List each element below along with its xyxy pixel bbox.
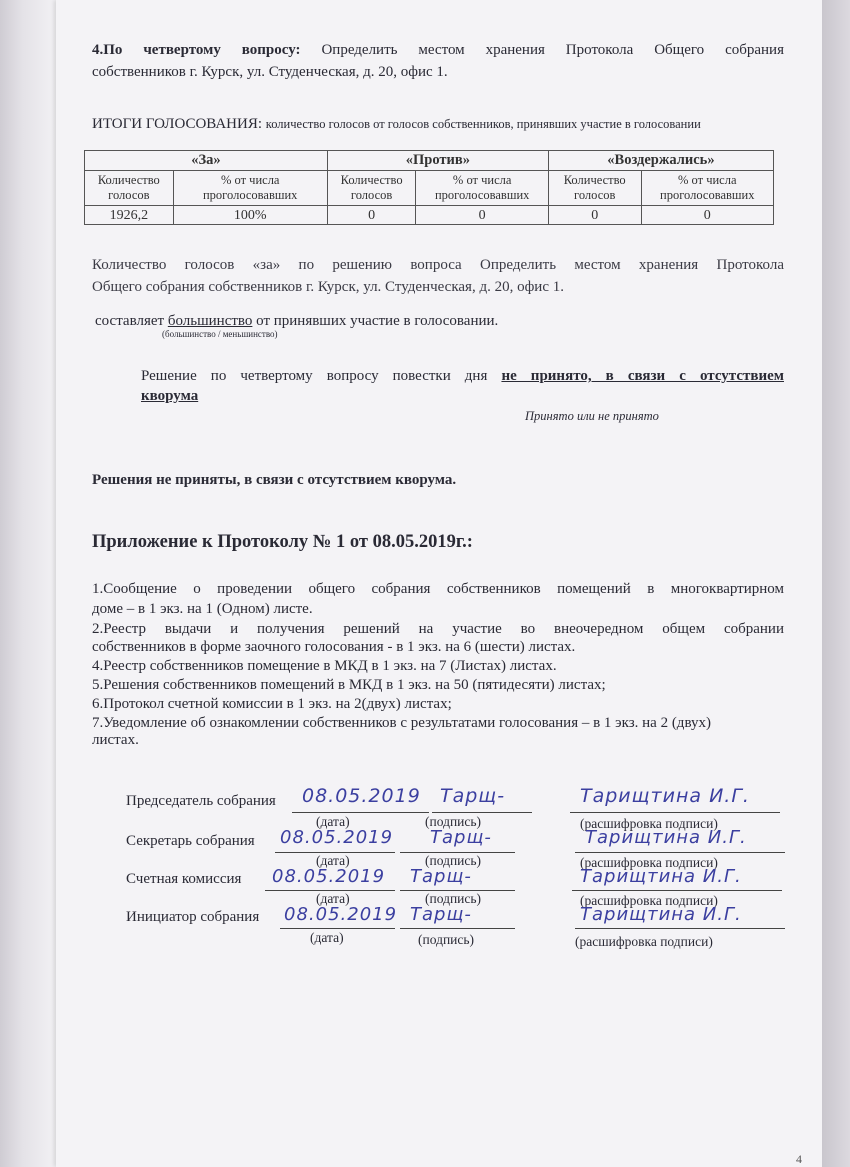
cap-date-2: (дата) <box>316 853 350 868</box>
decision-hint: Принято или не принято <box>525 409 659 423</box>
cap-date-3: (дата) <box>316 891 350 906</box>
cap-sign-2: (подпись) <box>425 853 482 868</box>
sign-initiator: Тарщ- <box>410 904 472 925</box>
results-label: ИТОГИ ГОЛОСОВАНИЯ: <box>92 116 263 132</box>
page-number: 4 <box>796 1152 802 1166</box>
za-percent-header: % от числа проголосовавших <box>173 171 327 206</box>
group-za: «За» <box>85 151 328 171</box>
decision-result: не принято, в связи с отсутствием <box>501 368 784 384</box>
sign-chairman: Тарщ- <box>440 785 506 807</box>
appendix-item-6: 6.Протокол счетной комиссии в 1 экз. на 2(двух) листах; <box>92 696 452 712</box>
appendix-item-1: 1.Сообщение о проведении общего собрания собственников помещений в многоквартирном <box>92 581 784 597</box>
cap-name-4: (расшифровка подписи) <box>575 934 713 949</box>
group-vozd: «Воздержались» <box>548 151 773 171</box>
majority-suffix: от принявших участие в голосовании. <box>256 313 499 329</box>
role-chairman: Председатель собрания <box>126 793 276 809</box>
binding-edge <box>0 0 56 1167</box>
appendix-item-7: 7.Уведомление об ознакомлении собственников с результатами голосования – в 1 экз. на 2 (двух) <box>92 715 712 731</box>
section4-line1 <box>92 39 784 61</box>
majority-line <box>95 310 498 332</box>
cap-sign-1: (подпись) <box>425 814 482 829</box>
cap-date-1: (дата) <box>316 814 350 829</box>
appendix-item-7-cont: листах. <box>92 732 139 748</box>
role-secretary: Секретарь собрания <box>126 833 255 849</box>
cap-name-2: (расшифровка подписи) <box>580 855 718 870</box>
cap-name-3: (расшифровка подписи) <box>580 893 718 908</box>
appendix-item-4: 4.Реестр собственников помещение в МКД в 1 экз. на 7 (Листах) листах. <box>92 658 557 674</box>
results-description: количество голосов от голосов собственников, принявших участие в голосовании <box>265 117 701 131</box>
date-commission: 08.05.2019 <box>272 866 386 887</box>
majority-prefix: составляет <box>95 313 165 329</box>
results-table <box>84 150 774 225</box>
page-edge <box>822 0 850 1167</box>
appendix-title: Приложение к Протоколу № 1 от 08.05.2019г.: <box>92 532 473 552</box>
sign-commission: Тарщ- <box>410 866 472 887</box>
section4-line2: собственников г. Курск, ул. Студенческая, д. 20, офис 1. <box>92 64 448 80</box>
protiv-percent-header: % от числа проголосовавших <box>416 171 548 206</box>
za-count-value: 1926,2 <box>85 206 174 225</box>
cap-sign-4: (подпись) <box>418 932 475 947</box>
summary-line1: Количество голосов «за» по решению вопроса Определить местом хранения Протокола <box>92 257 784 273</box>
role-commission: Счетная комиссия <box>126 871 242 887</box>
cap-date-4: (дата) <box>310 930 344 945</box>
appendix-item-2-cont: собственников в форме заочного голосования - в 1 экз. на 6 (шести) листах. <box>92 639 576 655</box>
appendix-item-2: 2.Реестр выдачи и получения решений на участие во внеочередном общем собрании <box>92 621 784 637</box>
section4-text: Определить местом хранения Протокола Общего собрания <box>321 42 784 58</box>
decision-line1 <box>141 365 784 387</box>
decision-prefix: Решение по четвертому вопросу повестки дня <box>141 368 488 384</box>
date-secretary: 08.05.2019 <box>280 827 394 848</box>
group-protiv: «Против» <box>327 151 548 171</box>
vozd-count-value: 0 <box>548 206 641 225</box>
protiv-percent-value: 0 <box>416 206 548 225</box>
name-chairman: Тарищтина И.Г. <box>580 785 750 807</box>
decision-line2: кворума <box>141 388 199 404</box>
results-header <box>92 116 701 133</box>
cap-sign-3: (подпись) <box>425 891 482 906</box>
name-commission: Тарищтина И.Г. <box>580 866 742 887</box>
za-percent-value: 100% <box>173 206 327 225</box>
final-statement: Решения не приняты, в связи с отсутствием кворума. <box>92 472 457 488</box>
date-initiator: 08.05.2019 <box>284 904 398 925</box>
summary-line2: Общего собрания собственников г. Курск, ул. Студенческая, д. 20, офис 1. <box>92 279 564 295</box>
vozd-percent-header: % от числа проголосовавших <box>641 171 774 206</box>
vozd-count-header: Количество голосов <box>548 171 641 206</box>
name-initiator: Тарищтина И.Г. <box>580 904 742 925</box>
role-initiator: Инициатор собрания <box>126 909 260 925</box>
section4-title: 4.По четвертому вопросу: <box>92 42 301 58</box>
majority-hint: (большинство / меньшинство) <box>162 329 278 339</box>
vozd-percent-value: 0 <box>641 206 774 225</box>
sign-secretary: Тарщ- <box>430 827 492 848</box>
appendix-item-1-cont: доме – в 1 экз. на 1 (Одном) листе. <box>92 601 313 617</box>
protiv-count-value: 0 <box>327 206 416 225</box>
za-count-header: Количество голосов <box>85 171 174 206</box>
appendix-item-5: 5.Решения собственников помещений в МКД в 1 экз. на 50 (пятидесяти) листах; <box>92 677 606 693</box>
name-secretary: Тарищтина И.Г. <box>585 827 747 848</box>
date-chairman: 08.05.2019 <box>302 785 421 807</box>
majority-word: большинство <box>167 313 253 329</box>
cap-name-1: (расшифровка подписи) <box>580 816 718 831</box>
protiv-count-header: Количество голосов <box>327 171 416 206</box>
